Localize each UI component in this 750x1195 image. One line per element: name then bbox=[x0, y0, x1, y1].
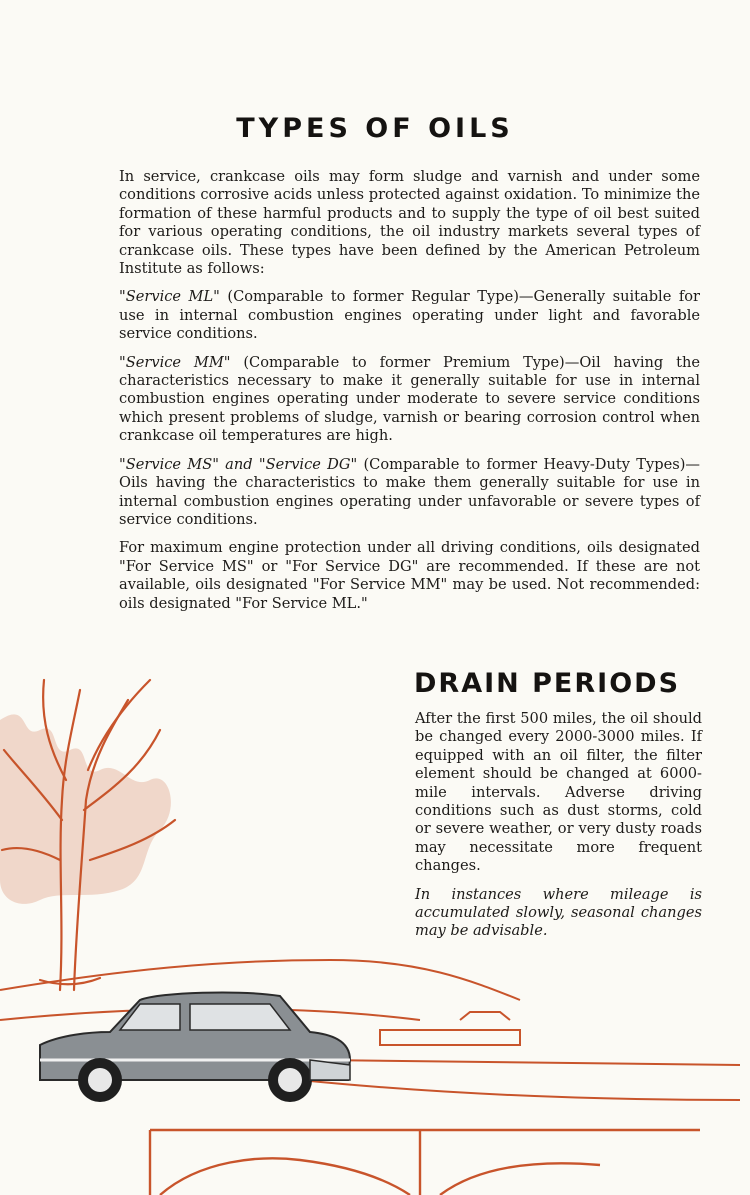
service-ms-dg-text: (Comparable to former Heavy-Duty Types)—Oils having the characteristics to make them generally suitable for use in internal combustion engines operating under unfavorable or severe types of service conditions. bbox=[119, 455, 700, 528]
seasonal-note: In instances where mileage is accumulated slowly, seasonal changes may be advisable. bbox=[415, 885, 702, 940]
types-of-oils-body bbox=[119, 168, 700, 623]
types-of-oils-heading: TYPES OF OILS bbox=[236, 113, 514, 144]
intro-paragraph: In service, crankcase oils may form sludge and varnish and under some conditions corrosive acids unless protected against oxidation. To minimize the formation of these harmful products and to supply the type of oil best suited for various operating conditions, the oil industry markets several types of crankcase oils. These types have been defined by the American Petroleum Institute as follows: bbox=[119, 168, 700, 278]
tree-foliage bbox=[0, 714, 171, 904]
service-mm-text: (Comparable to former Premium Type)—Oil having the characteristics necessary to make it generally suitable for use in internal combustion engines operating under moderate to severe service conditions which present problems of sludge, varnish or bearing corrosion control when crankcase oil temperatures are high. bbox=[119, 353, 700, 445]
service-ml-text: (Comparable to former Regular Type)—Generally suitable for use in internal combustion engines operating under light and favorable service conditions. bbox=[119, 288, 701, 343]
service-ms-dg-term: "Service MS" and "Service DG" bbox=[119, 455, 358, 473]
service-mm-paragraph bbox=[119, 354, 700, 446]
car-illustration bbox=[40, 993, 350, 1102]
service-ms-dg-paragraph bbox=[119, 456, 700, 530]
service-mm-term: "Service MM" bbox=[119, 353, 231, 371]
recommendation-paragraph: For maximum engine protection under all driving conditions, oils designated "For Service MS" or "For Service DG" are recommended. If these are not available, oils designated "For Service MM" may be used. Not recommended: oils designated "For Service ML." bbox=[119, 539, 700, 612]
roadside-illustration bbox=[0, 660, 750, 1195]
service-ml-term: "Service ML" bbox=[119, 288, 220, 306]
bridge-illustration bbox=[150, 1130, 700, 1195]
drain-paragraph: After the first 500 miles, the oil should be changed every 2000-3000 miles. If equipped with an oil filter, the filter element should be changed at 6000-mile intervals. Adverse driving conditions such as dust storms, cold or severe weather, or very dusty roads may necessitate more frequent changes. bbox=[415, 710, 702, 875]
service-ml-paragraph bbox=[119, 288, 700, 343]
drain-periods-heading: DRAIN PERIODS bbox=[414, 668, 681, 699]
